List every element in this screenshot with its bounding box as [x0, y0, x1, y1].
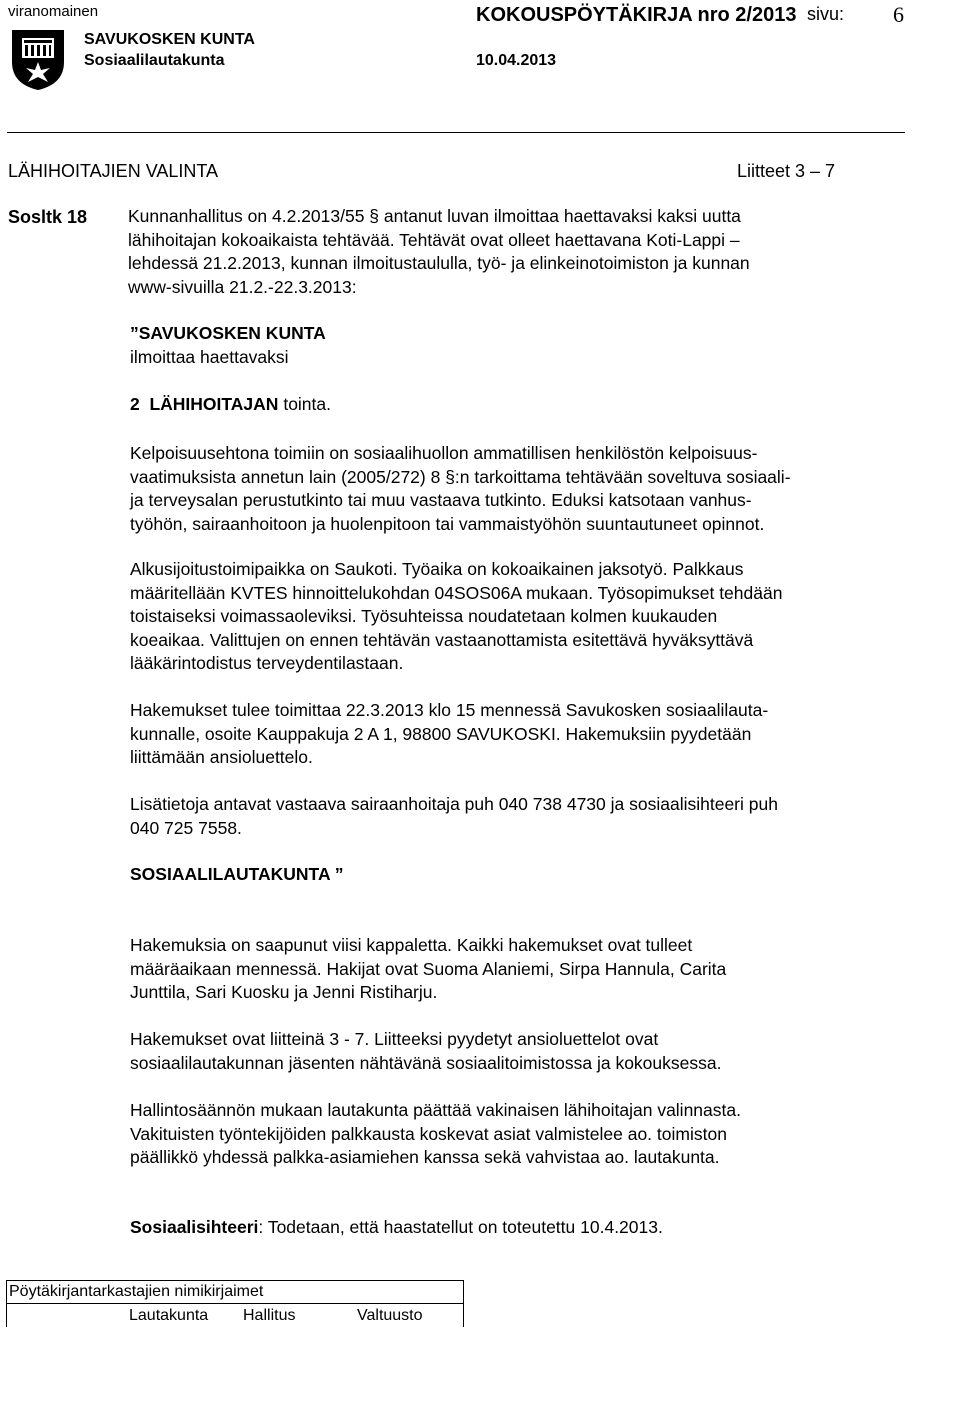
page-number: 6	[893, 2, 904, 27]
text-line: toistaiseksi voimassaoleviksi. Työsuhteissa noudatetaan kolmen kuukauden	[130, 606, 718, 626]
text-line: määräaikaan mennessä. Hakijat ovat Suoma Alaniemi, Sirpa Hannula, Carita	[130, 958, 727, 979]
text-line: määritellään KVTES hinnoittelukohdan 04SOS06A mukaan. Työsopimukset tehdään	[130, 582, 783, 603]
intro-paragraph	[128, 205, 750, 299]
text-line: kunnalle, osoite Kauppakuja 2 A 1, 98800 SAVUKOSKI. Hakemuksiin pyydetään	[130, 723, 752, 744]
application-paragraph	[130, 699, 768, 770]
meeting-date: 10.04.2013	[476, 52, 557, 69]
announcement-signature: SOSIAALILAUTAKUNTA ”	[130, 864, 344, 884]
text-line: Kunnanhallitus on 4.2.2013/55 § antanut luvan ilmoittaa haettavaksi kaksi uutta	[128, 206, 741, 226]
attachments-paragraph	[130, 1028, 721, 1075]
text-line: liittämään ansioluettelo.	[130, 747, 313, 767]
text-line: Junttila, Sari Kuosku ja Jenni Ristiharju.	[130, 982, 438, 1002]
attachments-ref: Liitteet 3 – 7	[737, 161, 836, 181]
secretary-statement	[130, 1216, 663, 1240]
employment-terms-paragraph	[130, 558, 782, 676]
footer-title: Pöytäkirjantarkastajien nimikirjaimet	[9, 1283, 264, 1300]
text-line: Hallintosäännön mukaan lautakunta päättää vakinaisen lähihoitajan valinnasta.	[130, 1100, 741, 1120]
announcement-text: ilmoittaa haettavaksi	[130, 347, 289, 367]
minutes-checkers-initials-box	[6, 1280, 464, 1327]
text-line: sosiaalilautakunnan jäsenten nähtävänä sosiaalitoimistossa ja kokouksessa.	[130, 1052, 722, 1073]
text-line: lääkärintodistus terveydentilastaan.	[130, 653, 404, 673]
text-line: Vakituisten työntekijöiden palkkausta koskevat asiat valmistelee ao. toimiston	[130, 1123, 727, 1144]
text-line: ja terveysalan perustutkinto tai muu vastaava tutkinto. Eduksi katsotaan vanhus-	[130, 490, 752, 510]
text-line: www-sivuilla 21.2.-22.3.2013:	[128, 276, 357, 297]
text-line: Hakemukset tulee toimittaa 22.3.2013 klo 15 mennessä Savukosken sosiaalilauta-	[130, 700, 769, 720]
secretary-text: : Todetaan, että haastatellut on toteutettu 10.4.2013.	[258, 1217, 663, 1237]
received-applications-paragraph	[130, 934, 726, 1005]
document-title: KOKOUSPÖYTÄKIRJA nro 2/2013	[476, 4, 797, 26]
footer-divider	[7, 1303, 463, 1304]
text-line: Hakemuksia on saapunut viisi kappaletta. Kaikki hakemukset ovat tulleet	[130, 935, 693, 955]
position-title: LÄHIHOITAJAN	[149, 394, 279, 414]
announcement-organization: ”SAVUKOSKEN KUNTA	[130, 323, 326, 343]
section-title: LÄHIHOITAJIEN VALINTA	[8, 161, 219, 181]
text-line: koeaikaa. Valittujen on ennen tehtävän vastaanottamista esitettävä hyväksyttävä	[130, 629, 754, 650]
text-line: työhön, sairaanhoitoon ja huolenpitoon tai vammaistyöhön suuntautuneet opinnot.	[130, 513, 765, 534]
organization-name: SAVUKOSKEN KUNTA	[84, 31, 255, 48]
position-suffix: tointa.	[283, 394, 332, 414]
text-line: Alkusijoitustoimipaikka on Saukoti. Työaika on kokoaikainen jaksotyö. Palkkaus	[130, 559, 744, 579]
text-line: lähihoitajan kokoaikaista tehtävää. Tehtävät ovat olleet haettavana Koti-Lappi –	[128, 229, 740, 250]
contact-info-paragraph	[130, 793, 778, 840]
qualifications-paragraph	[130, 442, 791, 536]
administrative-rules-paragraph	[130, 1099, 741, 1170]
case-reference: Sosltk 18	[8, 207, 88, 227]
document-status: viranomainen	[8, 3, 99, 20]
text-line: Kelpoisuusehtona toimiin on sosiaalihuollon ammatillisen henkilöstön kelpoisuus-	[130, 443, 758, 463]
text-line: 040 725 7558.	[130, 817, 242, 838]
text-line: Lisätietoja antavat vastaava sairaanhoitaja puh 040 738 4730 ja sosiaalisihteeri puh	[130, 794, 778, 814]
text-line: lehdessä 21.2.2013, kunnan ilmoitustaululla, työ- ja elinkeinotoimiston ja kunnan	[128, 253, 750, 273]
text-line: vaatimuksista annetun lain (2005/272) 8 §:n tarkoittama tehtävään soveltuva sosiaali-	[130, 466, 791, 487]
footer-board: Lautakunta	[129, 1307, 209, 1324]
municipality-coat-of-arms-icon	[10, 28, 66, 92]
position-count: 2	[130, 394, 140, 414]
text-line: päällikkö yhdessä palkka-asiamiehen kanssa sekä vahvistaa ao. lautakunta.	[130, 1147, 720, 1167]
department-name: Sosiaalilautakunta	[84, 52, 225, 69]
footer-government: Hallitus	[243, 1307, 296, 1324]
secretary-label: Sosiaalisihteeri	[130, 1217, 259, 1237]
text-line: Hakemukset ovat liitteinä 3 - 7. Liitteeksi pyydetyt ansioluettelot ovat	[130, 1029, 659, 1049]
header-divider	[7, 132, 905, 133]
page-label: sivu:	[807, 4, 845, 24]
announcement-position	[130, 393, 331, 417]
footer-council: Valtuusto	[357, 1307, 423, 1324]
